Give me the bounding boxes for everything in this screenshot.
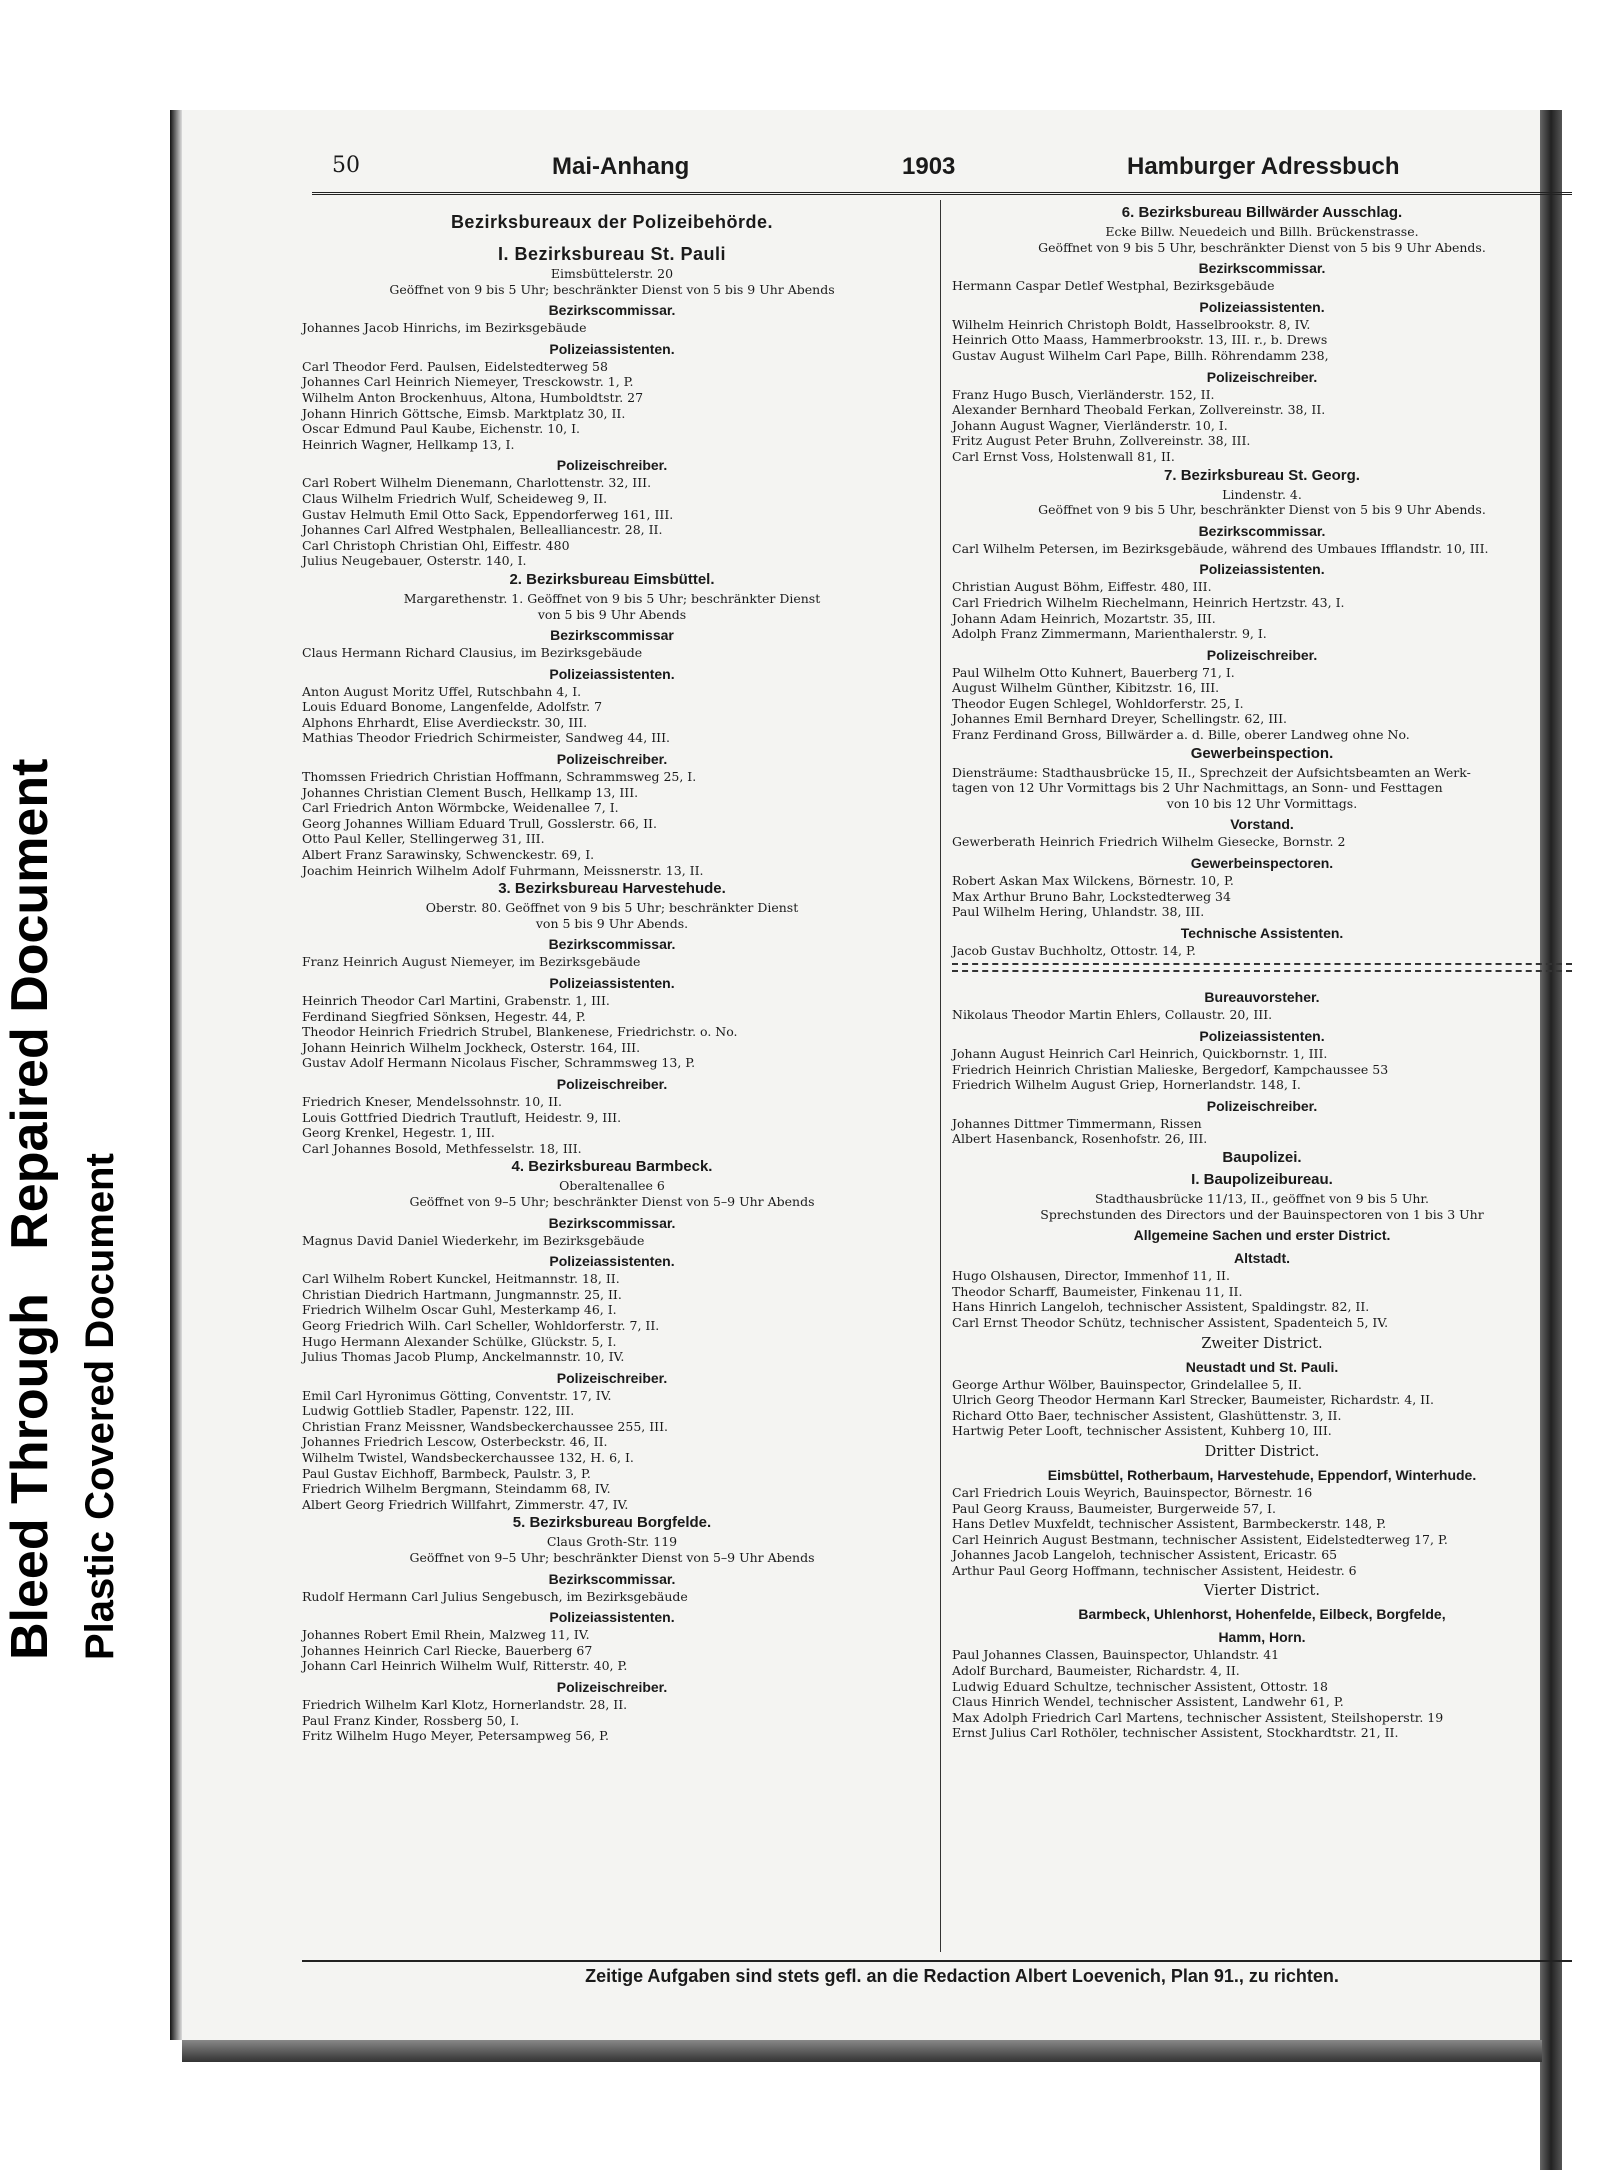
entry-line: Hartwig Peter Looft, technischer Assistent, Kuhberg 10, III.: [952, 1423, 1332, 1439]
subheading: Polizeischreiber.: [556, 457, 668, 474]
subheading: Polizeischreiber.: [556, 1679, 668, 1695]
entry-line: Johann Adam Heinrich, Mozartstr. 35, III.: [952, 610, 1216, 626]
entry-line: Louis Gottfried Diedrich Trautluft, Heidestr. 9, III.: [302, 1109, 622, 1125]
info-line: Lindenstr. 4.: [1222, 486, 1302, 502]
entry-line: Magnus David Daniel Wiederkehr, im Bezirksgebäude: [302, 1232, 645, 1248]
bureau-heading: 4. Bezirksbureau Barmbeck.: [511, 1158, 713, 1176]
footer-rule: [302, 1960, 1572, 1962]
publication-title: Hamburger Adressbuch: [1127, 153, 1400, 180]
label-repaired: Repaired Document: [1, 758, 59, 1250]
entry-line: Carl Friedrich Louis Weyrich, Bauinspector, Börnestr. 16: [952, 1484, 1313, 1500]
entry-line: Johannes Emil Bernhard Dreyer, Schellingstr. 62, III.: [952, 711, 1288, 727]
section-title: Mai-Anhang: [552, 153, 690, 180]
label-plastic: Plastic Covered Document: [78, 1153, 122, 1660]
info-line: Oberaltenallee 6: [559, 1178, 665, 1194]
subheading: Barmbeck, Uhlenhorst, Hohenfelde, Eilbeck, Borgfelde,: [1078, 1606, 1446, 1623]
entry-line: Johann August Heinrich Carl Heinrich, Quickbornstr. 1, III.: [952, 1046, 1328, 1061]
info-line: Margarethenstr. 1. Geöffnet von 9 bis 5 Uhr; beschränkter Dienst: [403, 590, 821, 606]
entry-line: Franz Ferdinand Gross, Billwärder a. d. Bille, oberer Landweg ohne No.: [952, 727, 1410, 743]
entry-line: Carl Friedrich Wilhelm Riechelmann, Heinrich Hertzstr. 43, I.: [952, 594, 1345, 610]
entry-line: Friedrich Kneser, Mendelssohnstr. 10, II.: [302, 1093, 562, 1109]
entry-line: Johannes Jacob Langeloh, technischer Assistent, Ericastr. 65: [952, 1547, 1338, 1563]
subheading: Polizeiassistenten.: [549, 665, 675, 682]
subheading: Bureauvorsteher.: [1204, 989, 1320, 1006]
entry-line: Georg Krenkel, Hegestr. 1, III.: [302, 1125, 495, 1141]
bureau-heading: 6. Bezirksbureau Billwärder Ausschlag.: [1121, 204, 1403, 221]
entry-line: Paul Franz Kinder, Rossberg 50, I.: [302, 1712, 520, 1728]
entry-line: tagen von 12 Uhr Vormittags bis 2 Uhr Nachmittags, an Sonn- und Festtagen: [952, 780, 1443, 796]
entry-line: Carl Friedrich Anton Wörmbcke, Weidenallee 7, I.: [302, 800, 619, 816]
entry-line: Thomssen Friedrich Christian Hoffmann, Schrammsweg 25, I.: [302, 769, 697, 785]
entry-line: Paul Wilhelm Otto Kuhnert, Bauerberg 71, I.: [952, 664, 1235, 680]
subheading: Bezirkscommissar.: [1198, 522, 1326, 539]
section-heading: I. Bezirksbureau St. Pauli: [497, 244, 727, 264]
entry-line: Hermann Caspar Detlef Westphal, Bezirksgebäude: [952, 278, 1275, 294]
page-number: 50: [332, 153, 360, 178]
entry-line: Fritz August Peter Bruhn, Zollvereinstr. 38, III.: [952, 433, 1251, 449]
page-gutter-shadow: [170, 110, 182, 2040]
entry-line: Hugo Hermann Alexander Schülke, Glückstr. 5, I.: [302, 1333, 617, 1349]
info-line: von 10 bis 12 Uhr Vormittags.: [1166, 795, 1358, 811]
entry-line: Alphons Ehrhardt, Elise Averdieckstr. 30, III.: [302, 714, 588, 730]
entry-line: Heinrich Otto Maass, Hammerbrookstr. 13, III. r., b. Drews: [952, 332, 1328, 348]
entry-line: Ludwig Eduard Schultze, technischer Assistent, Ottostr. 18: [952, 1678, 1328, 1694]
spacer: [952, 977, 1572, 984]
entry-line: Christian August Böhm, Eiffestr. 480, III.: [952, 579, 1212, 595]
entry-line: Paul Wilhelm Hering, Uhlandstr. 38, III.: [952, 904, 1205, 920]
subheading: Vierter District.: [1204, 1583, 1320, 1600]
info-line: Sprechstunden des Directors und der Bauinspectoren von 1 bis 3 Uhr: [1040, 1206, 1484, 1222]
entry-line: Friedrich Heinrich Christian Malieske, Bergedorf, Kampchaussee 53: [952, 1061, 1389, 1077]
subheading: Zweiter District.: [1201, 1335, 1323, 1352]
bureau-heading: 5. Bezirksbureau Borgfelde.: [512, 1514, 712, 1532]
entry-line: Mathias Theodor Friedrich Schirmeister, Sandweg 44, III.: [302, 730, 670, 746]
subheading: Hamm, Horn.: [1218, 1629, 1306, 1646]
bureau-heading: Baupolizei.: [1222, 1148, 1302, 1166]
subheading: Polizeischreiber.: [1206, 1097, 1318, 1114]
info-line: von 5 bis 9 Uhr Abends: [537, 606, 687, 622]
entry-line: Hugo Olshausen, Director, Immenhof 11, II.: [952, 1268, 1230, 1284]
entry-line: Ulrich Georg Theodor Hermann Karl Strecker, Baumeister, Richardstr. 4, II.: [952, 1392, 1434, 1408]
subheading: Neustadt und St. Pauli.: [1185, 1358, 1339, 1375]
entry-line: Carl Ernst Theodor Schütz, technischer Assistent, Spadenteich 5, IV.: [952, 1314, 1389, 1330]
entry-line: Carl Ernst Voss, Holstenwall 81, II.: [952, 448, 1175, 464]
entry-line: Hans Hinrich Langeloh, technischer Assistent, Spaldingstr. 82, II.: [952, 1299, 1370, 1315]
entry-line: Carl Wilhelm Petersen, im Bezirksgebäude, während des Umbaues Ifflandstr. 10, III.: [952, 540, 1489, 556]
entry-line: Carl Wilhelm Robert Kunckel, Heitmannstr. 18, II.: [302, 1271, 620, 1287]
entry-line: Adolf Burchard, Baumeister, Richardstr. 4, II.: [952, 1663, 1240, 1679]
entry-line: Johannes Friedrich Lescow, Osterbeckstr. 46, II.: [302, 1434, 608, 1450]
entry-line: Gustav August Wilhelm Carl Pape, Billh. Röhrendamm 238,: [952, 347, 1329, 363]
subheading: Technische Assistenten.: [1180, 924, 1344, 941]
label-bleed: Bleed Through: [1, 1293, 59, 1660]
entry-line: Heinrich Wagner, Hellkamp 13, I.: [302, 436, 515, 452]
info-line: von 5 bis 9 Uhr Abends.: [535, 915, 689, 931]
page-edge-bottom: [182, 2040, 1542, 2062]
entry-line: Alexander Bernhard Theobald Ferkan, Zollvereinstr. 38, II.: [952, 402, 1326, 418]
subheading: Polizeischreiber.: [1206, 646, 1318, 663]
entry-line: Christian Franz Meissner, Wandsbeckerchaussee 255, III.: [302, 1418, 669, 1434]
entry-line: Johannes Carl Alfred Westphalen, Bellealliancestr. 28, II.: [302, 522, 663, 538]
entry-line: Joachim Heinrich Wilhelm Adolf Fuhrmann, Meissnerstr. 13, II.: [302, 862, 704, 878]
entry-line: Adolph Franz Zimmermann, Marienthalerstr. 9, I.: [952, 626, 1267, 642]
entry-line: Johannes Heinrich Carl Riecke, Bauerberg 67: [302, 1642, 593, 1658]
entry-line: Franz Heinrich August Niemeyer, im Bezirksgebäude: [302, 954, 641, 970]
info-line: Ecke Billw. Neuedeich und Billh. Brückenstrasse.: [1105, 224, 1419, 239]
entry-line: Wilhelm Anton Brockenhuus, Altona, Humboldtstr. 27: [302, 389, 644, 405]
entry-line: Johannes Robert Emil Rhein, Malzweg 11, IV.: [302, 1627, 590, 1643]
subheading: Bezirkscommissar.: [548, 302, 676, 319]
entry-line: Paul Georg Krauss, Baumeister, Burgerweide 57, I.: [952, 1500, 1276, 1516]
subheading: Bezirkscommissar.: [548, 936, 676, 953]
subheading: Bezirkscommissar: [550, 627, 674, 644]
info-line: Stadthausbrücke 11/13, II., geöffnet von 9 bis 5 Uhr.: [1094, 1190, 1430, 1206]
document-labels: [0, 540, 150, 1660]
entry-line: Claus Hinrich Wendel, technischer Assistent, Landwehr 61, P.: [952, 1694, 1344, 1710]
entry-line: Rudolf Hermann Carl Julius Sengebusch, im Bezirksgebäude: [302, 1588, 688, 1604]
entry-line: Otto Paul Keller, Stellingerweg 31, III.: [302, 831, 545, 847]
bureau-heading: I. Baupolizeibureau.: [1191, 1170, 1333, 1188]
entry-line: Albert Georg Friedrich Willfahrt, Zimmerstr. 47, IV.: [302, 1496, 629, 1512]
entry-line: Theodor Heinrich Friedrich Strubel, Blankenese, Friedrichstr. o. No.: [302, 1024, 738, 1040]
bureau-heading: Gewerbeinspection.: [1190, 744, 1334, 762]
subheading: Vorstand.: [1230, 816, 1294, 833]
entry-line: Carl Johannes Bosold, Methfesselstr. 18, III.: [302, 1140, 582, 1156]
entry-line: Carl Christoph Christian Ohl, Eiffestr. 480: [302, 537, 570, 553]
subheading: Bezirkscommissar.: [548, 1214, 676, 1231]
subheading: Polizeischreiber.: [556, 1075, 668, 1092]
entry-line: Carl Heinrich August Bestmann, technischer Assistent, Eidelstedterweg 17, P.: [952, 1531, 1448, 1547]
subheading: Polizeiassistenten.: [549, 975, 675, 991]
right-column: [952, 202, 1572, 1741]
dashed-rule: [952, 970, 1572, 972]
subheading: Polizeischreiber.: [556, 751, 668, 768]
entry-line: Claus Wilhelm Friedrich Wulf, Scheideweg 9, II.: [302, 490, 608, 506]
entry-line: Gustav Helmuth Emil Otto Sack, Eppendorferweg 161, III.: [302, 506, 674, 522]
dashed-rule: [952, 963, 1572, 965]
info-line: Eimsbüttelerstr. 20: [550, 266, 674, 281]
entry-line: Carl Robert Wilhelm Dienemann, Charlottenstr. 32, III.: [302, 475, 652, 491]
entry-line: Friedrich Wilhelm Karl Klotz, Hornerlandstr. 28, II.: [302, 1697, 628, 1712]
bureau-heading: 2. Bezirksbureau Eimsbüttel.: [509, 570, 715, 588]
entry-line: Heinrich Theodor Carl Martini, Grabenstr. 1, III.: [302, 993, 610, 1008]
info-line: Claus Groth-Str. 119: [546, 1534, 678, 1550]
left-column: [302, 202, 922, 1744]
entry-line: Christian Diedrich Hartmann, Jungmannstr. 25, II.: [302, 1286, 622, 1302]
entry-line: Gustav Adolf Hermann Nicolaus Fischer, Schrammsweg 13, P.: [302, 1055, 696, 1071]
info-line: Oberstr. 80. Geöffnet von 9 bis 5 Uhr; beschränkter Dienst: [425, 900, 799, 916]
header-rule: [312, 192, 1572, 197]
subheading: Polizeiassistenten.: [1199, 298, 1325, 315]
entry-line: Hans Detlev Muxfeldt, technischer Assistent, Barmbeckerstr. 148, P.: [952, 1516, 1387, 1532]
entry-line: Albert Hasenbanck, Rosenhofstr. 26, III.: [952, 1131, 1208, 1147]
entry-line: Ferdinand Siegfried Sönksen, Hegestr. 44, P.: [302, 1008, 586, 1024]
entry-line: Gewerberath Heinrich Friedrich Wilhelm Giesecke, Bornstr. 2: [952, 834, 1346, 850]
entry-line: Nikolaus Theodor Martin Ehlers, Collaustr. 20, III.: [952, 1007, 1273, 1023]
entry-line: Claus Hermann Richard Clausius, im Bezirksgebäude: [302, 645, 643, 661]
entry-line: Robert Askan Max Wilckens, Börnestr. 10, P.: [952, 873, 1234, 889]
column-separator: [940, 200, 941, 1952]
info-line: Geöffnet von 9–5 Uhr; beschränkter Dienst von 5–9 Uhr Abends: [409, 1550, 815, 1566]
entry-line: Johann August Wagner, Vierländerstr. 10, I.: [952, 417, 1228, 433]
bureau-heading: 7. Bezirksbureau St. Georg.: [1164, 466, 1360, 484]
entry-line: Friedrich Wilhelm August Griep, Hornerlandstr. 148, I.: [952, 1077, 1301, 1093]
entry-line: George Arthur Wölber, Bauinspector, Grindelallee 5, II.: [952, 1376, 1302, 1392]
section-heading: Bezirksbureaux der Polizeibehörde.: [450, 212, 774, 232]
entry-line: Johannes Dittmer Timmermann, Rissen: [952, 1115, 1202, 1131]
entry-line: Paul Gustav Eichhoff, Barmbeck, Paulstr. 3, P.: [302, 1465, 591, 1481]
footer-notice: Zeitige Aufgaben sind stets gefl. an die Redaction Albert Loevenich, Plan 91., zu richten.: [585, 1966, 1339, 1986]
entry-line: Albert Franz Sarawinsky, Schwenckestr. 69, I.: [302, 847, 595, 863]
bureau-heading: 3. Bezirksbureau Harvestehude.: [498, 880, 726, 898]
entry-line: Max Adolph Friedrich Carl Martens, technischer Assistent, Steilshoperstr. 19: [952, 1709, 1444, 1725]
subheading: Dritter District.: [1204, 1443, 1320, 1460]
subheading: Polizeiassistenten.: [549, 1609, 675, 1626]
entry-line: Georg Johannes William Eduard Trull, Gosslerstr. 66, II.: [302, 815, 657, 831]
year: 1903: [902, 153, 956, 180]
entry-line: Fritz Wilhelm Hugo Meyer, Petersampweg 56, P.: [302, 1728, 609, 1744]
entry-line: Anton August Moritz Uffel, Rutschbahn 4, I.: [302, 683, 582, 699]
subheading: Polizeiassistenten.: [549, 1253, 675, 1270]
entry-line: Diensträume: Stadthausbrücke 15, II., Sprechzeit der Aufsichtsbeamten an Werk-: [952, 764, 1471, 780]
entry-line: Johannes Carl Heinrich Niemeyer, Tresckowstr. 1, P.: [302, 374, 634, 390]
subheading: Polizeischreiber.: [556, 1369, 668, 1386]
entry-line: Theodor Scharff, Baumeister, Finkenau 11, II.: [952, 1283, 1243, 1299]
entry-line: Emil Carl Hyronimus Götting, Conventstr. 17, IV.: [302, 1387, 612, 1403]
subheading: Altstadt.: [1234, 1250, 1290, 1267]
entry-line: Arthur Paul Georg Hoffmann, technischer Assistent, Heidestr. 6: [952, 1562, 1357, 1578]
entry-line: Franz Hugo Busch, Vierländerstr. 152, II.: [952, 386, 1215, 402]
info-line: Geöffnet von 9 bis 5 Uhr, beschränkter Dienst von 5 bis 9 Uhr Abends.: [1038, 502, 1486, 518]
scanned-page: [182, 110, 1540, 2040]
entry-line: Theodor Eugen Schlegel, Wohldorferstr. 25, I.: [952, 695, 1244, 711]
entry-line: Carl Theodor Ferd. Paulsen, Eidelstedterweg 58: [302, 358, 608, 374]
page-header: [332, 153, 1582, 189]
subheading: Polizeiassistenten.: [1199, 1028, 1325, 1044]
entry-line: Oscar Edmund Paul Kaube, Eichenstr. 10, I.: [302, 421, 581, 437]
subheading: Polizeiassistenten.: [549, 340, 675, 357]
info-line: Geöffnet von 9 bis 5 Uhr, beschränkter Dienst von 5 bis 9 Uhr Abends.: [1038, 239, 1486, 255]
entry-line: Julius Thomas Jacob Plump, Anckelmannstr. 10, IV.: [302, 1349, 625, 1365]
subheading: Bezirkscommissar.: [1198, 260, 1326, 277]
entry-line: Julius Neugebauer, Osterstr. 140, I.: [302, 553, 527, 569]
info-line: Geöffnet von 9 bis 5 Uhr; beschränkter Dienst von 5 bis 9 Uhr Abends: [389, 281, 835, 297]
entry-line: Johannes Jacob Hinrichs, im Bezirksgebäude: [302, 320, 587, 336]
entry-line: Louis Eduard Bonome, Langenfelde, Adolfstr. 7: [302, 699, 603, 715]
entry-line: Johannes Christian Clement Busch, Hellkamp 13, III.: [302, 784, 639, 800]
entry-line: Max Arthur Bruno Bahr, Lockstedterweg 34: [952, 888, 1231, 904]
subheading: Polizeischreiber.: [1206, 368, 1318, 385]
info-line: Geöffnet von 9–5 Uhr; beschränkter Dienst von 5–9 Uhr Abends: [409, 1193, 815, 1209]
subheading: Eimsbüttel, Rotherbaum, Harvestehude, Eppendorf, Winterhude.: [1047, 1466, 1477, 1483]
subheading: Polizeiassistenten.: [1199, 561, 1325, 578]
entry-line: Friedrich Wilhelm Bergmann, Steindamm 68, IV.: [302, 1481, 611, 1497]
entry-line: Jacob Gustav Buchholtz, Ottostr. 14, P.: [952, 942, 1196, 958]
entry-line: Georg Friedrich Wilh. Carl Scheller, Wohldorferstr. 7, II.: [302, 1317, 660, 1333]
entry-line: Friedrich Wilhelm Oscar Guhl, Mesterkamp 46, I.: [302, 1302, 617, 1318]
entry-line: August Wilhelm Günther, Kibitzstr. 16, III.: [952, 680, 1220, 696]
entry-line: Richard Otto Baer, technischer Assistent, Glashüttenstr. 3, II.: [952, 1407, 1342, 1423]
entry-line: Paul Johannes Classen, Bauinspector, Uhlandstr. 41: [952, 1647, 1280, 1663]
entry-line: Ernst Julius Carl Rothöler, technischer Assistent, Stockhardtstr. 21, II.: [952, 1725, 1399, 1741]
subheading: Allgemeine Sachen und erster District.: [1133, 1227, 1391, 1244]
subheading: Bezirkscommissar.: [548, 1570, 676, 1587]
entry-line: Johann Heinrich Wilhelm Jockheck, Osterstr. 164, III.: [302, 1039, 641, 1055]
entry-line: Wilhelm Heinrich Christoph Boldt, Hasselbrookstr. 8, IV.: [952, 316, 1311, 332]
entry-line: Wilhelm Twistel, Wandsbeckerchaussee 132, H. 6, I.: [302, 1450, 634, 1466]
entry-line: Johann Hinrich Göttsche, Eimsb. Marktplatz 30, II.: [302, 405, 626, 421]
subheading: Gewerbeinspectoren.: [1190, 855, 1334, 872]
label-bleed-repaired: [0, 759, 60, 1660]
entry-line: Ludwig Gottlieb Stadler, Papenstr. 122, III.: [302, 1403, 575, 1419]
entry-line: Johann Carl Heinrich Wilhelm Wulf, Ritterstr. 40, P.: [302, 1658, 628, 1674]
